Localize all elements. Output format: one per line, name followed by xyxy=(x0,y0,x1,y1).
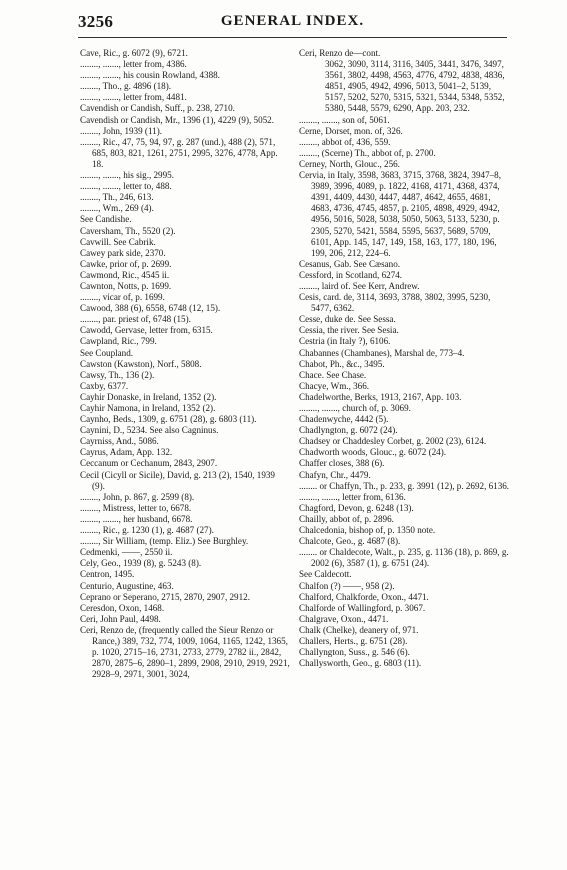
index-entry: Cestria (in Italy ?), 6106. xyxy=(299,336,391,347)
index-entry: Chadworth woods, Glouc., g. 6072 (24). xyxy=(299,447,447,458)
index-entry: Chalk (Chelke), deanery of, 971. xyxy=(299,624,419,635)
index-entry: Ceccanum or Cechanum, 2843, 2907. xyxy=(80,458,218,469)
index-entry: Cayrniss, And., 5086. xyxy=(80,436,159,447)
index-entry: Cawpland, Ric., 799. xyxy=(80,336,157,347)
index-entry: ........, ......., letter from, 4386. xyxy=(80,59,187,70)
index-entry: Cely, Geo., 1939 (8), g. 5243 (8). xyxy=(80,558,202,569)
index-entry: ........, John, 1939 (11). xyxy=(80,125,163,136)
index-entry: Chacye, Wm., 366. xyxy=(299,380,370,391)
index-entry: Chadsey or Chaddesley Corbet, g. 2002 (23), 6124. xyxy=(299,436,487,447)
index-entry: ........, laird of. See Kerr, Andrew. xyxy=(299,280,420,291)
index-entry: Cavendish or Candish, Mr., 1396 (1), 4229 (9), 5052. xyxy=(80,114,274,125)
index-entry: ........, ......., his cousin Rowland, 4388. xyxy=(80,70,220,81)
index-entry: See Coupland. xyxy=(80,347,134,358)
index-entry: ........, ......., letter to, 488. xyxy=(80,181,172,192)
index-entry: ........ or Chaffyn, Th., p. 233, g. 3991 (12), p. 2692, 6136. xyxy=(299,480,510,491)
index-entry: Cedmenki, ——, 2550 ii. xyxy=(80,547,173,558)
index-entry: Chailly, abbot of, p. 2896. xyxy=(299,513,394,524)
index-entry: Chalgrave, Oxon., 4471. xyxy=(299,613,389,624)
index-entry: Cave, Ric., g. 6072 (9), 6721. xyxy=(80,48,188,58)
page-header xyxy=(78,10,507,40)
index-entry: Chalford, Chalkforde, Oxon., 4471. xyxy=(299,591,429,602)
index-entry: Cawnton, Notts, p. 1699. xyxy=(80,280,172,291)
index-entry: Caynini, D., 5234. See also Cagninus. xyxy=(80,425,219,436)
index-entry: Cayhir Namona, in Ireland, 1352 (2). xyxy=(80,403,216,413)
index-entry: Chadenwyche, 4442 (5). xyxy=(299,414,389,425)
index-entry: Cawood, 388 (6), 6558, 6748 (12, 15). xyxy=(80,303,221,314)
index-entry: Chafyn, Chr., 4479. xyxy=(299,469,371,480)
index-entry: Ceri, Renzo de, (frequently called the Sieur Renzo or Rance,) 389, 732, 774, 1009, 1064, 1165, 1242, 1365, p. 1020, 2715–16, 2731, 2733, 2779, 2782 ii., 2842, 2870, 2875–6, 2890–1, 2899, 2908, 2910, 2919, 2921, 2928–9, 2971, 3001, 3024, xyxy=(80,624,290,680)
index-entry: Chalcedonia, bishop of, p. 1350 note. xyxy=(299,525,436,536)
index-entry: Ceri, John Paul, 4498. xyxy=(80,613,161,624)
index-entry: Cesanus, Gab. See Cæsano. xyxy=(299,258,401,269)
index-entry: Challysworth, Geo., g. 6803 (11). xyxy=(299,658,422,669)
index-entry: Cerne, Dorset, mon. of, 326. xyxy=(299,125,403,136)
index-entry: Chabannes (Chambanes), Marshal de, 773–4. xyxy=(299,347,465,358)
index-entry: ........, ......., her husband, 6678. xyxy=(80,513,193,524)
index-entry: Cawston (Kawston), Norf., 5808. xyxy=(80,358,202,369)
index-entry: Cawey park side, 2370. xyxy=(80,247,166,258)
index-entry: ........, Th., 246, 613. xyxy=(80,192,154,203)
index-entry: ........, par. priest of, 6748 (15). xyxy=(80,314,191,325)
index-entry: See Caldecott. xyxy=(299,569,352,580)
index-entry: ........, Mistress, letter to, 6678. xyxy=(80,502,192,513)
index-entry: Ceresdon, Oxon, 1468. xyxy=(80,602,165,613)
running-title: GENERAL INDEX. xyxy=(220,13,365,29)
index-entry: Cessia, the river. See Sesia. xyxy=(299,325,399,336)
index-entry: Chadelworthe, Berks, 1913, 2167, App. 103. xyxy=(299,391,462,402)
index-entry: Cawsy, Th., 136 (2). xyxy=(80,369,155,380)
index-entry: ........, ......., letter from, 4481. xyxy=(80,92,187,103)
index-entry: ........, Tho., g. 4896 (18). xyxy=(80,81,172,92)
index-entry: Chalcote, Geo., g. 4687 (8). xyxy=(299,536,401,547)
index-entry: ........, abbot of, 436, 559. xyxy=(299,136,391,147)
index-entry: ........, Wm., 269 (4). xyxy=(80,203,154,214)
index-entry: Cayrus, Adam, App. 132. xyxy=(80,447,173,458)
index-entry: See Candishe. xyxy=(80,214,132,225)
index-entry: Chagford, Devon, g. 6248 (13). xyxy=(299,502,414,513)
index-entry: Chalfon (?) ——, 958 (2). xyxy=(299,580,395,591)
index-entry: Cesis, card. de, 3114, 3693, 3788, 3802, 3995, 5230, 5477, 6362. xyxy=(299,292,491,314)
index-entry: Cawodd, Gervase, letter from, 6315. xyxy=(80,325,213,336)
index-entry: Cervia, in Italy, 3598, 3683, 3715, 3768, 3824, 3947–8, 3989, 3996, 4089, p. 1822, 4168, 4171, 4368, 4374, 4391, 4409, 4430, 4447, 4487, 4642, 4655, 4681, 4683, 4736, 4745, 4857, p. 2105, 4898, 4929, 4942, 4956, 5016, 5028, 5038, 5050, 5063, 5133, 5230, p. 2305, 5270, 5421, 5584, 5595, 5637, 5689, 5709, 6101, App. 145, 147, 149, 158, 163, 177, 180, 196, 199, 206, 212, 224–6. xyxy=(299,170,501,258)
index-column-right xyxy=(299,48,511,669)
index-entry: ........, Ric., 47, 75, 94, 97, g. 287 (und.), 488 (2), 571, 685, 803, 821, 1261, 2751, 2995, 3276, 4778, App. 18. xyxy=(80,136,278,169)
index-entry: Chadlyngton, g. 6072 (24). xyxy=(299,425,398,436)
index-entry: ........, ......., son of, 5061. xyxy=(299,114,390,125)
index-entry: Cessford, in Scotland, 6274. xyxy=(299,269,403,280)
index-entry: Chabot, Ph., &c., 3495. xyxy=(299,358,385,369)
index-entry: ........, ......., his sig., 2995. xyxy=(80,170,174,181)
index-entry: Cerney, North, Glouc., 256. xyxy=(299,158,400,169)
index-column-left xyxy=(80,48,290,680)
header-rule xyxy=(78,37,507,38)
index-entry: Chace. See Chase. xyxy=(299,369,367,380)
index-entry: ........ or Chaldecote, Walt., p. 235, g. 1136 (18), p. 869, g. 2002 (6), 3587 (1), g. 6751 (24). xyxy=(299,547,509,569)
index-entry: Caxby, 6377. xyxy=(80,380,129,391)
index-entry: Cavendish or Candish, Suff., p. 238, 2710. xyxy=(80,103,235,114)
index-entry: ........, ......., church of, p. 3069. xyxy=(299,403,411,413)
index-entry: ........, vicar of, p. 1699. xyxy=(80,292,165,303)
index-entry: Centron, 1495. xyxy=(80,569,135,580)
index-entry: Challyngton, Suss., g. 546 (6). xyxy=(299,647,410,658)
index-entry: Cawmond, Ric., 4545 ii. xyxy=(80,269,170,280)
index-entry: Caversham, Th., 5520 (2). xyxy=(80,225,176,236)
index-entry: Challers, Herts., g. 6751 (28). xyxy=(299,635,408,646)
index-entry: Cayhir Donaske, in Ireland, 1352 (2). xyxy=(80,391,217,402)
index-entry: Chalforde of Wallingford, p. 3067. xyxy=(299,602,426,613)
index-entry: ........, Ric., g. 1230 (1), g. 4687 (27). xyxy=(80,525,214,536)
index-entry: ........, (Scerne) Th., abbot of, p. 2700. xyxy=(299,147,436,158)
index-entry: Cavwill. See Cabrik. xyxy=(80,236,156,247)
index-entry: Centurio, Augustine, 463. xyxy=(80,580,174,591)
page-number: 3256 xyxy=(78,12,114,31)
index-entry: Caynho, Beds., 1309, g. 6751 (28), g. 6803 (11). xyxy=(80,414,257,425)
index-entry: Ceprano or Seperano, 2715, 2870, 2907, 2912. xyxy=(80,591,250,602)
index-entry: ........, John, p. 867, g. 2599 (8). xyxy=(80,491,195,502)
index-entry: ........, ......., letter from, 6136. xyxy=(299,491,406,502)
index-entry: Cawke, prior of, p. 2699. xyxy=(80,258,172,269)
index-entry: Cesse, duke de. See Sessa. xyxy=(299,314,396,325)
index-entry: Cecil (Cicyll or Sicile), David, g. 213 (2), 1540, 1939 (9). xyxy=(80,469,275,491)
index-entry: Ceri, Renzo de—cont. xyxy=(299,48,381,58)
index-entry: Chaffer closes, 388 (6). xyxy=(299,458,385,469)
index-entry: 3062, 3090, 3114, 3116, 3405, 3441, 3476, 3497, 3561, 3802, 4498, 4563, 4776, 4792, 4838, 4836, 4851, 4905, 4942, 4996, 5013, 5041–2, 5139, 5157, 5202, 5270, 5315, 5321, 5344, 5348, 5352, 5380, 5448, 5579, 6290, App. 203, 232. xyxy=(325,59,505,114)
index-entry: ........, Sir William, (temp. Eliz.) See Burghley. xyxy=(80,536,249,547)
